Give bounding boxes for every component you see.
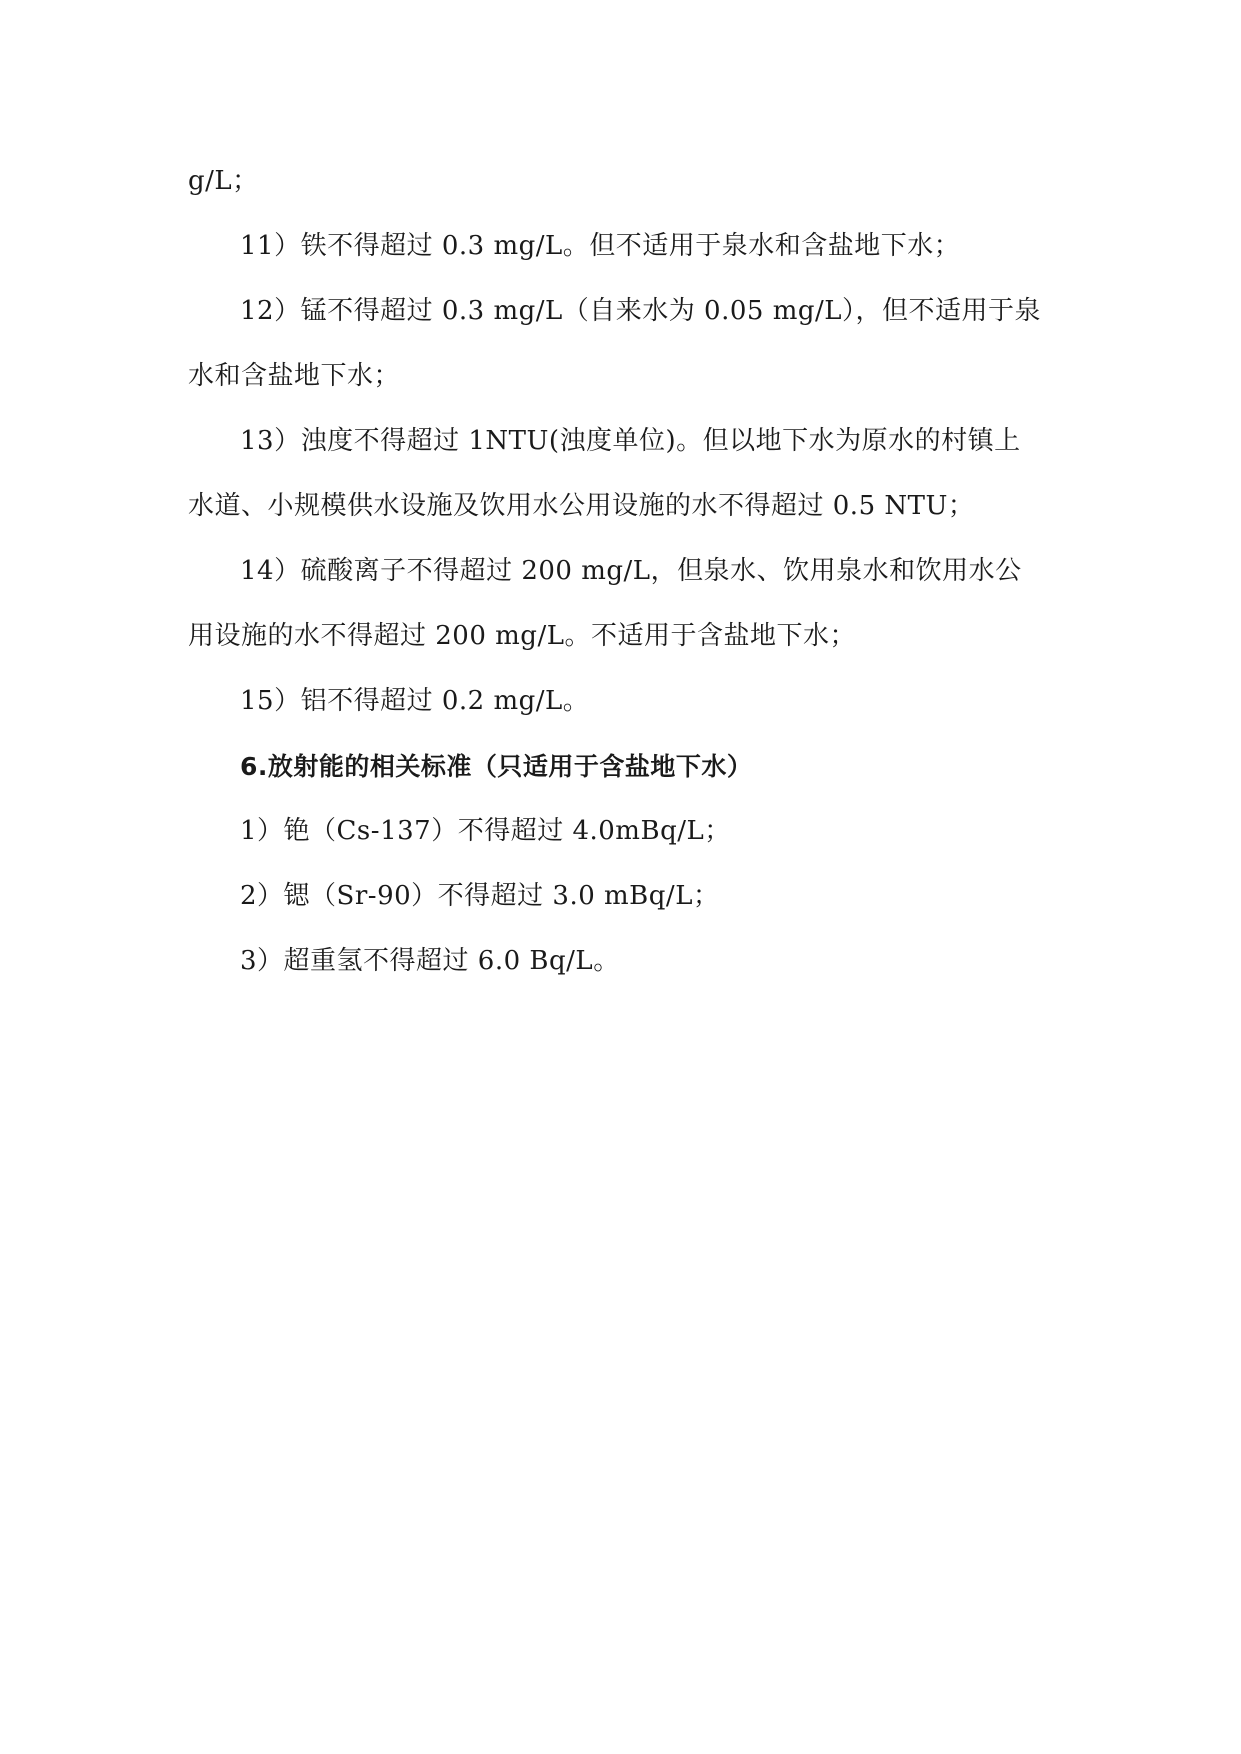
list-item-turbidity-continued: 水道、小规模供水设施及饮用水公用设施的水不得超过 0.5 NTU； [188,491,975,521]
list-item-manganese-continued: 水和含盐地下水； [188,361,401,391]
paragraph-line-continuation: g/L； [188,166,259,196]
list-item-turbidity: 13）浊度不得超过 1NTU(浊度单位)。但以地下水为原水的村镇上 [240,426,1021,456]
list-item-tritium: 3）超重氢不得超过 6.0 Bq/L。 [240,946,620,976]
document-body [188,163,1058,994]
list-item-sulfate: 14）硫酸离子不得超过 200 mg/L，但泉水、饮用泉水和饮用水公 [240,556,1022,586]
list-item-strontium: 2）锶（Sr-90）不得超过 3.0 mBq/L； [240,881,720,911]
list-item-iron: 11）铁不得超过 0.3 mg/L。但不适用于泉水和含盐地下水； [240,231,961,261]
list-item-aluminum: 15）铝不得超过 0.2 mg/L。 [240,686,590,716]
section-heading-radioactivity: 6.放射能的相关标准（只适用于含盐地下水） [240,752,753,781]
list-item-sulfate-continued: 用设施的水不得超过 200 mg/L。不适用于含盐地下水； [188,621,856,651]
list-item-cesium: 1）铯（Cs-137）不得超过 4.0mBq/L； [240,816,731,846]
list-item-manganese: 12）锰不得超过 0.3 mg/L（自来水为 0.05 mg/L），但不适用于泉 [240,296,1042,326]
